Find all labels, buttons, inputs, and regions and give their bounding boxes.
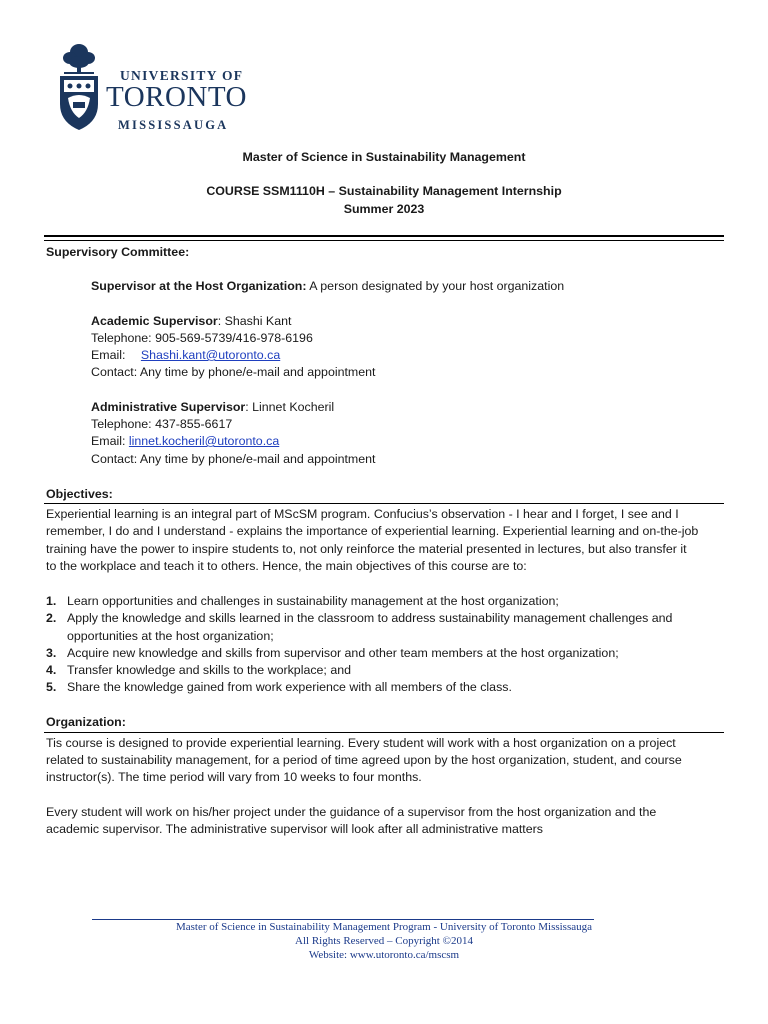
double-rule-bottom <box>44 240 724 241</box>
objectives-para-line-4: to the workplace and teach it to others. Hence, the main objectives of this course are to: <box>46 559 527 573</box>
admin-email-label: Email: <box>91 434 126 448</box>
organization-para1-line-3: instructor(s). The time period will vary from 10 weeks to four months. <box>46 770 422 784</box>
host-supervisor-label: Supervisor at the Host Organization: <box>91 279 307 293</box>
objective-item-2 <box>46 610 672 627</box>
objective-item-5 <box>46 679 512 696</box>
footer-website: Website: www.utoronto.ca/mscsm <box>308 949 460 961</box>
program-title: Master of Science in Sustainability Management <box>242 150 526 164</box>
university-logo <box>54 42 254 134</box>
objective-text: Learn opportunities and challenges in sustainability management at the host organization; <box>67 594 559 608</box>
objective-text: Apply the knowledge and skills learned in the classroom to address sustainability management challenges and <box>67 611 673 625</box>
objective-num: 5. <box>46 680 57 694</box>
academic-supervisor-name: : Shashi Kant <box>217 314 292 328</box>
objective-num: 1. <box>46 594 57 608</box>
academic-supervisor-label: Academic Supervisor <box>91 314 218 328</box>
organization-para2-line-1: Every student will work on his/her project under the guidance of a supervisor from the host organization and the <box>46 805 657 819</box>
admin-supervisor-name: : Linnet Kocheril <box>245 400 335 414</box>
logo-line-mississauga: MISSISSAUGA <box>118 118 229 132</box>
objectives-para-line-2: remember, I do and I understand - explains the importance of experiential learning. Experiential learning and on-the-job <box>46 524 699 538</box>
objective-text: Transfer knowledge and skills to the workplace; and <box>67 663 351 677</box>
logo-line-toronto: TORONTO <box>106 81 247 113</box>
logo-line-university-of: UNIVERSITY OF <box>120 68 244 83</box>
host-supervisor-value: A person designated by your host organization <box>306 279 565 293</box>
organization-para1-line-2: related to sustainability management, for a period of time agreed upon by the host organization, student, and course <box>46 753 682 767</box>
organization-para2-line-2: academic supervisor. The administrative supervisor will look after all administrative matters <box>46 822 543 836</box>
objectives-para-line-1: Experiential learning is an integral part of MScSM program. Confucius’s observation - I hear and I forget, I see and I <box>46 507 679 521</box>
objective-text: Share the knowledge gained from work experience with all members of the class. <box>67 680 512 694</box>
admin-supervisor-label: Administrative Supervisor <box>91 400 246 414</box>
academic-contact: Contact: Any time by phone/e-mail and appointment <box>91 365 376 379</box>
organization-para1-line-1: Tis course is designed to provide experiential learning. Every student will work with a host organization on a project <box>46 736 676 750</box>
committee-heading: Supervisory Committee: <box>46 245 190 259</box>
objective-num: 3. <box>46 646 57 660</box>
admin-telephone: Telephone: 437-855-6617 <box>91 417 233 431</box>
admin-email-link[interactable]: linnet.kocheril@utoronto.ca <box>128 434 280 448</box>
objective-item-4 <box>46 662 351 679</box>
course-title: COURSE SSM1110H – Sustainability Management Internship <box>206 184 562 198</box>
footer-copyright: All Rights Reserved – Copyright ©2014 <box>295 935 473 947</box>
double-rule-top <box>44 235 724 237</box>
objective-item-1 <box>46 593 559 610</box>
objectives-para-line-3: training have the power to inspire students to, not only reinforce the material presented in lectures, but also transfer it <box>46 542 687 556</box>
academic-email-line <box>91 347 280 364</box>
objectives-heading: Objectives: <box>46 487 113 501</box>
objective-text: Acquire new knowledge and skills from supervisor and other team members at the host organization; <box>67 646 619 660</box>
academic-email-link[interactable]: Shashi.kant@utoronto.ca <box>140 348 281 362</box>
objectives-rule <box>44 503 724 504</box>
admin-supervisor-line <box>91 399 334 416</box>
admin-email-line <box>91 433 279 450</box>
organization-rule <box>44 732 724 733</box>
objective-num: 4. <box>46 663 57 677</box>
academic-supervisor-line <box>91 313 291 330</box>
footer-program: Master of Science in Sustainability Management Program - University of Toronto Mississauga <box>175 921 593 933</box>
objective-item-2-cont: opportunities at the host organization; <box>67 629 274 643</box>
crest-icon <box>54 42 104 132</box>
academic-email-label: Email: <box>91 348 126 362</box>
host-supervisor-line <box>91 278 564 295</box>
academic-telephone: Telephone: 905-569-5739/416-978-6196 <box>91 331 313 345</box>
footer-rule <box>92 919 594 920</box>
admin-contact: Contact: Any time by phone/e-mail and appointment <box>91 452 376 466</box>
objective-item-3 <box>46 645 619 662</box>
term: Summer 2023 <box>343 202 425 216</box>
organization-heading: Organization: <box>46 715 126 729</box>
objective-num: 2. <box>46 611 57 625</box>
